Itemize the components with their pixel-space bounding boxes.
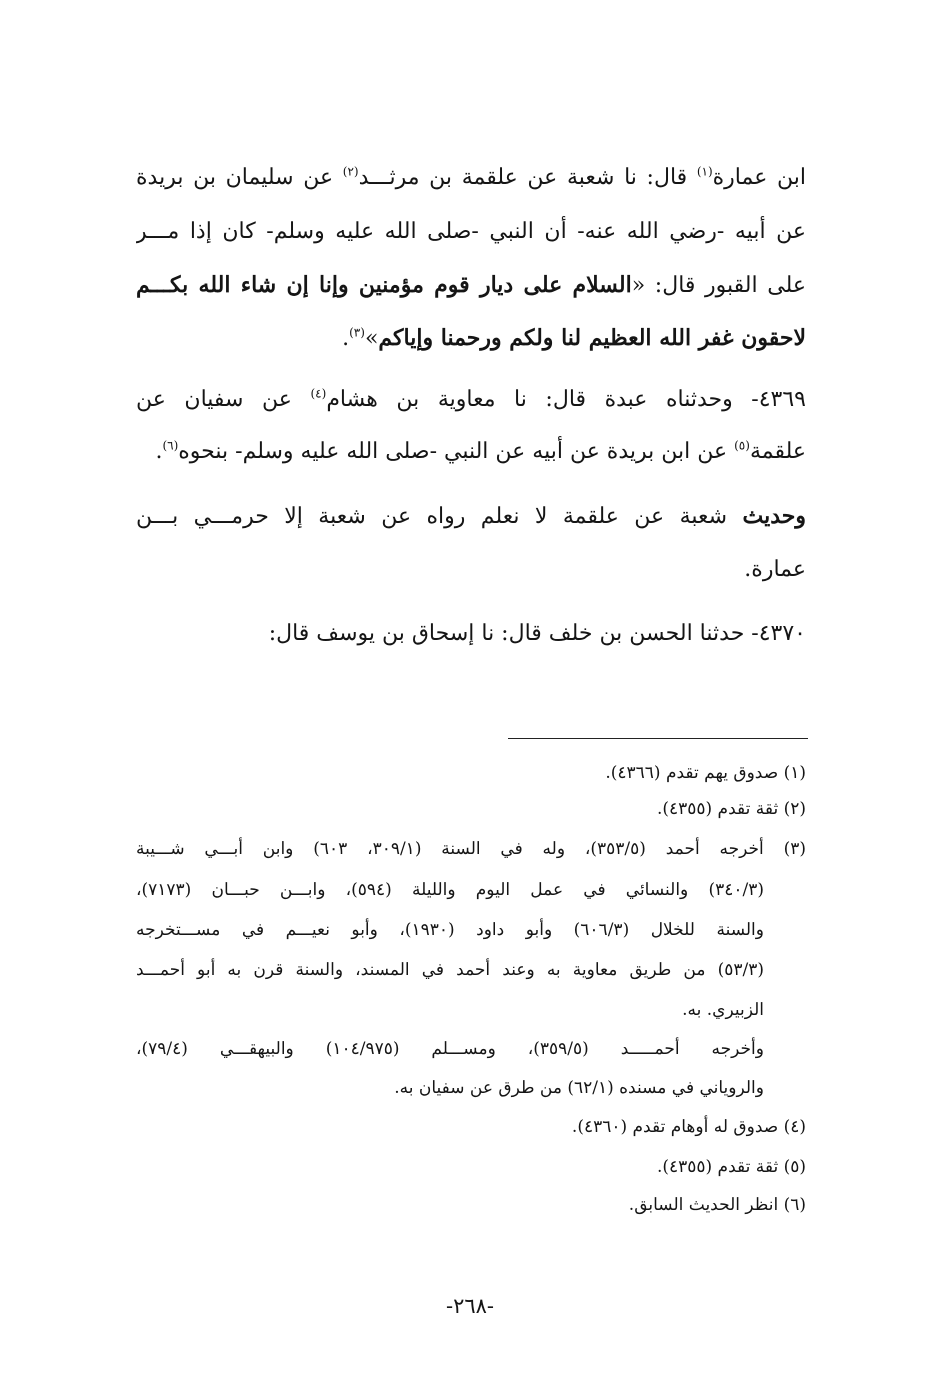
body-line-4 [136, 316, 806, 360]
body-line-6 [136, 430, 806, 474]
body-line-1 [136, 156, 806, 200]
footnote-ref: (٦) [162, 438, 179, 453]
bold-word: وحديث [742, 503, 806, 529]
text: قال: نا شعبة عن علقمة بن مرثـــد [358, 165, 697, 190]
footnote-3-line-7: والروياني في مسنده (٦٢/١) من طرق عن سفيان به. [394, 1078, 764, 1098]
footnote-ref: (٤) [310, 386, 327, 401]
text: . [342, 326, 350, 351]
body-line-3 [136, 263, 806, 307]
footnote-ref: (١) [696, 164, 713, 179]
hadith-text: السلام على ديار قوم مؤمنين وإنا إن شاء الله بكـــم [136, 272, 632, 298]
footnote-1: (١) صدوق يهم تقدم (٤٣٦٦). [605, 763, 806, 783]
text: على القبور قال: « [631, 273, 806, 298]
footnote-2: (٢) ثقة تقدم (٤٣٥٥). [656, 799, 806, 819]
text: عن ابن بريدة عن أبيه عن النبي -صلى الله عليه وسلم- بنحوه [178, 439, 735, 464]
footnote-separator [508, 738, 808, 739]
text: عن سفيان عن [136, 387, 311, 412]
text: . [155, 439, 163, 464]
text: علقمة [749, 439, 806, 464]
footnote-3-line-3: والسنة للخلال (٦٠٦/٣) وأبو داود (١٩٣٠)، وأبو نعيـــم في مســـتخرجه [136, 920, 764, 940]
text: شعبة عن علقمة لا نعلم رواه عن شعبة إلا حرمـــي بـــن [136, 504, 743, 529]
body-line-9: ٤٣٧٠- حدثنا الحسن بن خلف قال: نا إسحاق بن يوسف قال: [268, 621, 806, 646]
text: ابن عمارة [712, 165, 806, 190]
body-line-2: عن أبيه -رضي الله عنه- أن النبي -صلى الله عليه وسلم- كان إذا مـــر [136, 219, 806, 244]
body-line-8: عمارة. [744, 557, 806, 582]
text: » [364, 326, 379, 351]
footnote-ref: (٣) [349, 325, 365, 340]
footnote-ref: (٢) [342, 164, 359, 179]
footnote-5: (٥) ثقة تقدم (٤٣٥٥). [656, 1157, 806, 1177]
text: ٤٣٦٩- وحدثناه عبدة قال: نا معاوية بن هشام [326, 387, 806, 412]
text: عن سليمان بن بريدة [136, 165, 343, 190]
footnote-3-line-5: الزبيري. به. [682, 1000, 764, 1020]
footnote-3-line-4: (٥٣/٣) من طريق معاوية به وعند أحمد في المسند، والسنة قرن به أبو أحمـــد [136, 960, 764, 980]
page-number: -٢٦٨- [445, 1294, 495, 1318]
footnote-3-line-1: (٣) أخرجه أحمد (٣٥٣/٥)، وله في السنة (٣٠٩/١، ٦٠٣) وابن أبـــي شـــيبة [136, 839, 806, 859]
body-line-7 [136, 494, 806, 538]
footnote-4: (٤) صدوق له أوهام تقدم (٤٣٦٠). [571, 1117, 806, 1137]
footnote-ref: (٥) [734, 438, 750, 453]
body-line-5 [136, 378, 806, 422]
footnote-6: (٦) انظر الحديث السابق. [628, 1195, 806, 1215]
footnote-3-line-6: وأخرجه أحمـــــد (٣٥٩/٥)، ومســـلم (١٠٤/٩٧٥) والبيهقـــي (٧٩/٤)، [136, 1039, 764, 1059]
footnote-3-line-2: (٣٤٠/٣) والنسائي في عمل اليوم والليلة (٥٩٤)، وابـــن حبـــان (٧١٧٣)، [136, 880, 764, 900]
hadith-text: لاحقون غفر الله العظيم لنا ولكم ورحمنا وإياكم [378, 325, 806, 351]
